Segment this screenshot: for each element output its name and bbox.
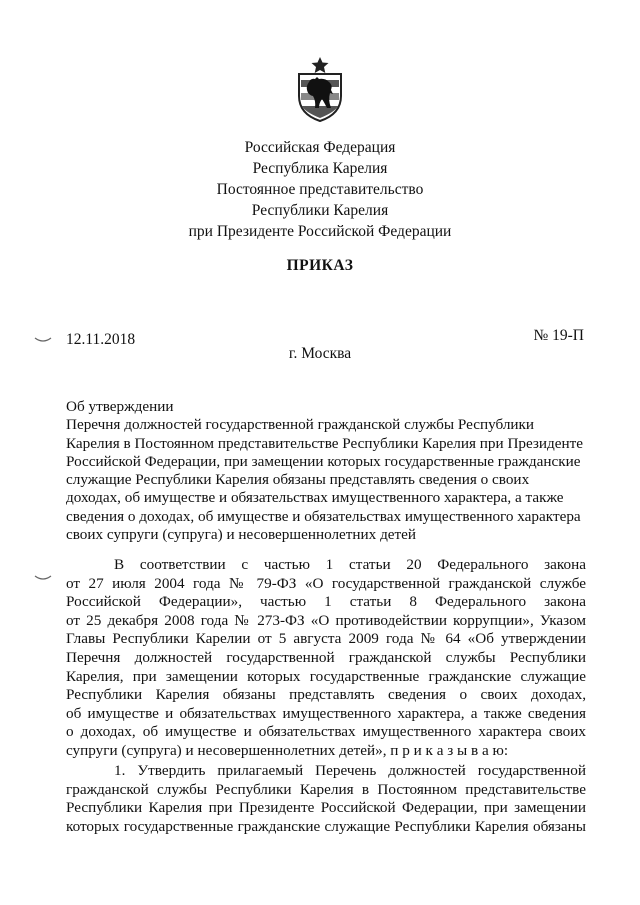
subject-line: Карелия в Постоянном представительстве Республики Карелия при Президенте [66, 434, 584, 452]
header-office-at: при Президенте Российской Федерации [188, 223, 452, 240]
preamble-line: Российской Федерации», частью 1 статьи 8 Федерального закона [66, 593, 586, 611]
order-item-1 [66, 762, 586, 836]
subject-line: Об утверждении [66, 398, 174, 415]
subject-line: Перечня должностей государственной гражданской службы Республики [66, 416, 535, 434]
preamble-line: В соответствии с частью 1 статьи 20 Федерального закона [114, 556, 586, 573]
item-line: Республики Карелия при Президенте Российской Федерации, при замещении [66, 799, 586, 817]
header-country: Российская Федерация [244, 139, 396, 156]
item-line: 1. Утвердить прилагаемый Перечень должностей государственной [114, 762, 586, 779]
preamble-line: от 25 декабря 2008 года № 273-ФЗ «О противодействии коррупции», Указом [66, 611, 586, 629]
header-office-of: Республики Карелия [251, 202, 389, 219]
document-date: 12.11.2018 [66, 331, 136, 348]
preamble-line: Перечня должностей государственной гражданской службы Республики [66, 648, 586, 666]
subject-line: служащие Республики Карелия обязаны представлять сведения о своих [66, 471, 530, 489]
coat-of-arms-emblem [293, 56, 347, 122]
subject-line: доходах, об имуществе и обязательствах имущественного характера, а также [66, 489, 564, 507]
scan-mark [34, 336, 52, 344]
preamble-line: Республики Карелия обязаны представлять сведения о своих доходах, [66, 686, 586, 704]
issuer-header [0, 137, 640, 242]
preamble-line: о доходах, об имуществе и обязательствах имущественного характера своих [66, 723, 586, 741]
document-city: г. Москва [288, 345, 352, 362]
document-number: № 19-П [533, 327, 584, 344]
preamble-line: супруги (супруга) и несовершеннолетних детей», п р и к а з ы в а ю: [66, 741, 509, 759]
item-line: гражданской службы Республики Карелия в Постоянном представительстве [66, 780, 586, 798]
preamble-line: Карелия, при замещении которых государственные гражданские служащие [66, 667, 586, 685]
header-office: Постоянное представительство [216, 181, 424, 198]
subject-line: сведения о доходах, об имуществе и обязательствах имущественного характера [66, 507, 581, 525]
order-subject [66, 398, 596, 544]
preamble-line: Главы Республики Карелии от 5 августа 2009 года № 64 «Об утверждении [66, 630, 586, 648]
preamble-paragraph [66, 556, 586, 761]
preamble-line: об имуществе и обязательствах имущественного характера, а также сведения [66, 704, 586, 722]
preamble-line: от 27 июля 2004 года № 79-ФЗ «О государственной гражданской службе [66, 574, 586, 592]
header-republic: Республика Карелия [252, 160, 388, 177]
scan-mark [34, 574, 52, 582]
subject-line: своих супруги (супруга) и несовершеннолетних детей [66, 526, 417, 544]
subject-line: Российской Федерации, при замещении которых государственные гражданские [66, 452, 581, 470]
document-type-title: ПРИКАЗ [286, 257, 354, 274]
item-line: которых государственные гражданские служащие Республики Карелия обязаны [66, 817, 586, 835]
